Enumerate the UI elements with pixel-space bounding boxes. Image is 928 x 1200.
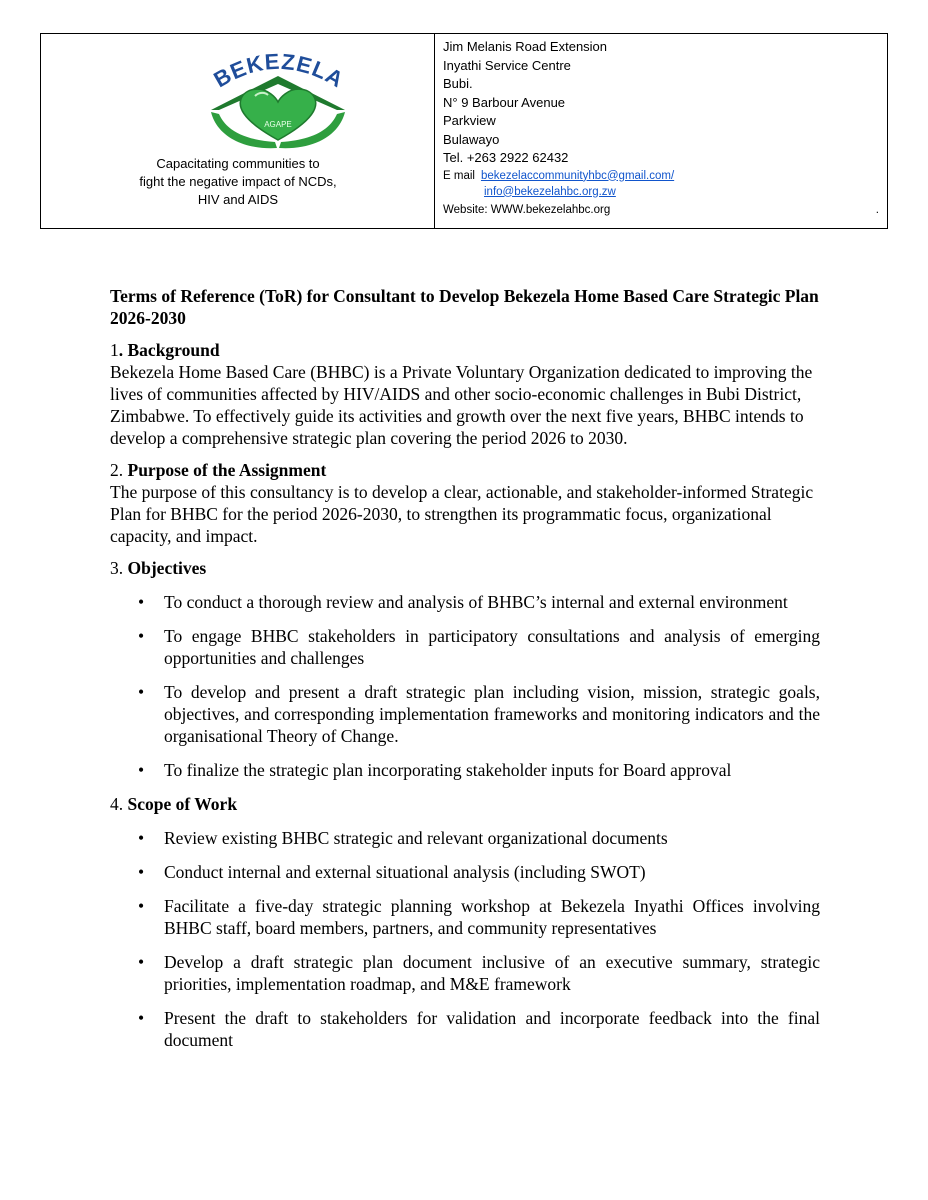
section-paragraph: Bekezela Home Based Care (BHBC) is a Private Voluntary Organization dedicated to improving the lives of communities affected by HIV/AIDS and other socio-economic challenges in Bubi District, Zimbabwe. To effectively guide its activities and growth over the next five years, BHBC intends to develop a comprehensive strategic plan covering the period 2026 to 2030. (110, 362, 813, 448)
website-dot: . (875, 203, 879, 216)
section-number: 1 (110, 340, 119, 360)
letterhead (40, 33, 888, 229)
section-heading (110, 557, 820, 579)
section-scope (110, 793, 820, 1051)
address-line: Jim Melanis Road Extension (443, 39, 608, 54)
svg-text:BEKEZELA (209, 49, 348, 93)
heart-icon (240, 89, 315, 140)
scope-list (110, 827, 820, 1051)
tagline (41, 155, 435, 209)
logo-brand-text: BEKEZELA (209, 48, 349, 93)
address-line: Bulawayo (443, 131, 500, 147)
section-purpose (110, 459, 820, 547)
list-item: • Conduct internal and external situational analysis (including SWOT) (110, 861, 820, 883)
section-objectives (110, 557, 820, 781)
section-number: 2. (110, 460, 124, 480)
tagline-line: HIV and AIDS (197, 192, 279, 207)
letterhead-contact-cell (435, 34, 887, 228)
website-row (443, 200, 887, 220)
phone-line: Tel. +263 2922 62432 (443, 150, 569, 165)
list-item: • Review existing BHBC strategic and relevant organizational documents (110, 827, 820, 849)
address-line: Parkview (443, 113, 496, 128)
letterhead-left-cell (41, 34, 435, 228)
document-title: Terms of Reference (ToR) for Consultant to Develop Bekezela Home Based Care Strategic Plan 2026-2030 (110, 286, 819, 328)
bekezela-logo (191, 44, 366, 164)
website-text: Website: WWW.bekezelahbc.org (443, 203, 611, 216)
section-title: Scope of Work (127, 794, 238, 814)
tagline-line: fight the negative impact of NCDs, (139, 174, 337, 189)
tagline-line: Capacitating communities to (156, 156, 320, 171)
email-row (443, 184, 887, 200)
section-heading (110, 459, 820, 481)
section-title: Objectives (127, 558, 207, 578)
address-line: N° 9 Barbour Avenue (443, 94, 566, 110)
section-title: . Background (118, 340, 220, 360)
list-item: • To conduct a thorough review and analysis of BHBC’s internal and external environment (110, 591, 820, 613)
section-title: Purpose of the Assignment (127, 460, 327, 480)
section-paragraph: The purpose of this consultancy is to develop a clear, actionable, and stakeholder-informed Strategic Plan for BHBC for the period 2026-2030, to strengthen its programmatic focus, organizational capacity, and impact. (110, 482, 814, 546)
address-line: Inyathi Service Centre (443, 57, 571, 73)
section-heading (110, 339, 820, 361)
section-number: 4. (110, 794, 124, 814)
email-link-gmail[interactable]: bekezelaccommunityhbc@gmail.com/ (480, 169, 675, 182)
address-line: Bubi. (443, 76, 473, 91)
email-row (443, 168, 887, 184)
objectives-list (110, 591, 820, 781)
list-item: • To finalize the strategic plan incorporating stakeholder inputs for Board approval (110, 759, 820, 781)
section-heading (110, 793, 820, 815)
document-body (110, 285, 820, 1063)
list-item: • To engage BHBC stakeholders in participatory consultations and analysis of emerging opportunities and challenges (110, 625, 820, 669)
list-item: • Present the draft to stakeholders for validation and incorporate feedback into the final document (110, 1007, 820, 1051)
list-item: • To develop and present a draft strategic plan including vision, mission, strategic goals, objectives, and corresponding implementation frameworks and monitoring indicators and the organisational Theory of Change. (110, 681, 820, 747)
section-background (110, 339, 820, 449)
list-item: • Develop a draft strategic plan document inclusive of an executive summary, strategic priorities, implementation roadmap, and M&E framework (110, 951, 820, 995)
list-item: • Facilitate a five-day strategic planning workshop at Bekezela Inyathi Offices involving BHBC staff, board members, partners, and community representatives (110, 895, 820, 939)
section-number: 3. (110, 558, 124, 578)
logo-sub-text: AGAPE (264, 120, 292, 129)
email-link-info[interactable]: info@bekezelahbc.org.zw (484, 185, 616, 198)
email-label: E mail (443, 169, 475, 182)
